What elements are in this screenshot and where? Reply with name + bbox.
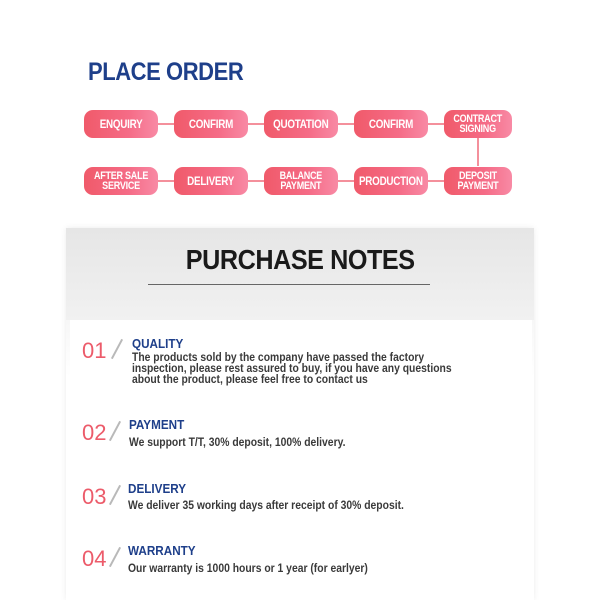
step-deposit-payment: DEPOSIT PAYMENT	[444, 167, 512, 195]
note-number-04: 04	[82, 546, 107, 571]
step-after-sale-service: AFTER SALE SERVICE	[84, 167, 158, 195]
step-confirm-2: CONFIRM	[354, 110, 428, 138]
step-enquiry: ENQUIRY	[84, 110, 158, 138]
step-delivery: DELIVERY	[174, 167, 248, 195]
note-heading-warranty: WARRANTY	[128, 543, 196, 558]
note-text-delivery: We deliver 35 working days after receipt of 30% deposit.	[128, 500, 404, 512]
title-divider	[148, 284, 430, 285]
step-confirm-1: CONFIRM	[174, 110, 248, 138]
note-heading-payment: PAYMENT	[129, 417, 185, 432]
step-production: PRODUCTION	[354, 167, 428, 195]
note-heading-quality: QUALITY	[132, 336, 184, 351]
note-number-03: 03	[82, 484, 107, 509]
step-contract-signing: CONTRACT SIGNING	[444, 110, 512, 138]
note-number-02: 02	[82, 420, 107, 445]
place-order-title: PLACE ORDER	[88, 58, 244, 86]
note-number-01: 01	[82, 338, 107, 363]
note-heading-delivery: DELIVERY	[128, 481, 187, 496]
step-balance-payment: BALANCE PAYMENT	[264, 167, 338, 195]
purchase-notes-title: PURCHASE NOTES	[185, 244, 415, 275]
note-text-warranty: Our warranty is 1000 hours or 1 year (for earlyer)	[128, 563, 368, 575]
step-quotation: QUOTATION	[264, 110, 338, 138]
note-text-payment: We support T/T, 30% deposit, 100% delivery.	[129, 437, 346, 449]
note-text-quality: The products sold by the company have passed the factory inspection, please rest assured to buy, if you have any questions about the product, please feel free to contact us	[132, 352, 452, 386]
